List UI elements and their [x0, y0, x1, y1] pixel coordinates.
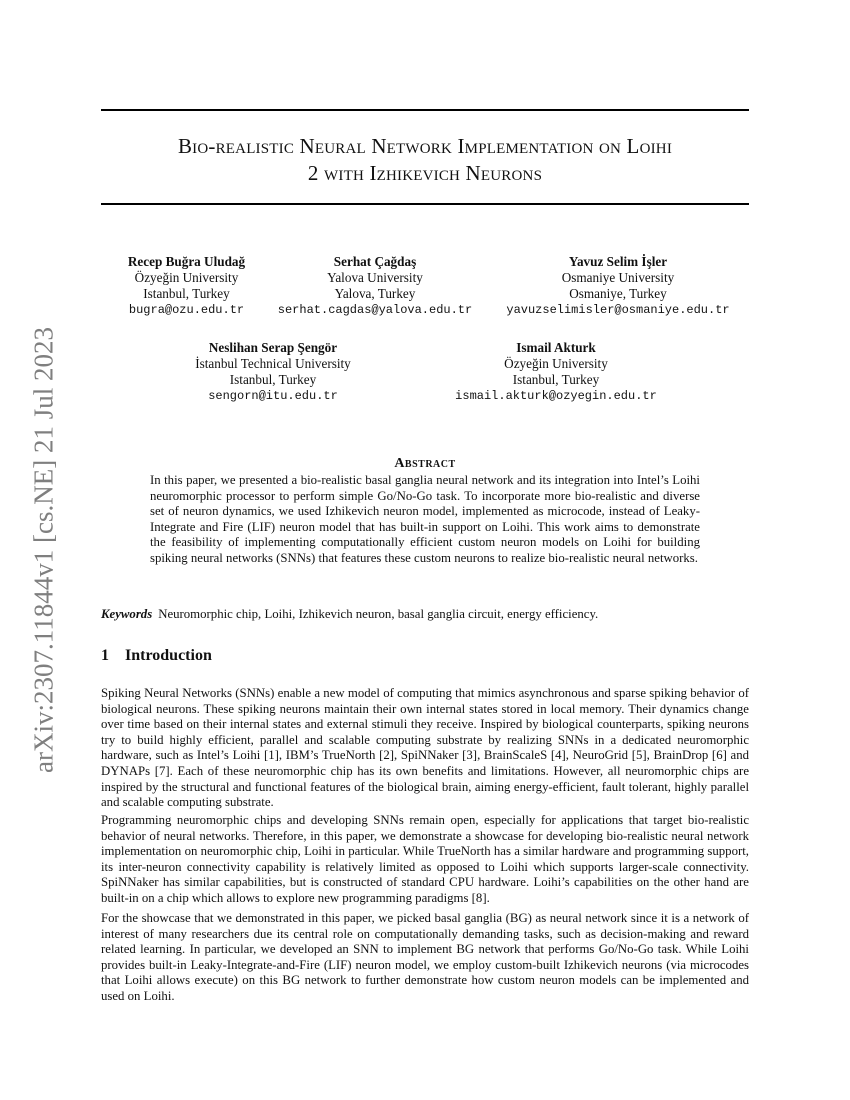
author-affiliation: Yalova University — [327, 270, 423, 285]
author-location: Istanbul, Turkey — [229, 372, 317, 387]
section-heading — [101, 647, 212, 665]
author-email[interactable]: ismail.akturk@ozyegin.edu.tr — [455, 389, 657, 403]
author-affiliation: İstanbul Technical University — [195, 356, 351, 371]
paper-title-line-1: Bio-realistic Neural Network Implementation on Loihi — [177, 134, 673, 158]
author-location: Osmaniye, Turkey — [569, 286, 667, 301]
author-name: Recep Buğra Uludağ — [127, 254, 246, 269]
author-name: Neslihan Serap Şengör — [208, 340, 338, 355]
paper-title-line-2: 2 with Izhikevich Neurons — [307, 161, 543, 185]
author-block — [178, 340, 368, 404]
section-number: 1 — [101, 647, 109, 664]
body-paragraph: For the showcase that we demonstrated in this paper, we picked basal ganglia (BG) as neural network since it is a network of interest of many researchers due its central role on computationally demanding tasks, such as decision-making and reward related learning. In particular, we developed an SNN to implement BG network that performs Go/No-Go task. While Loihi provides built-in Leaky-Integrate-and-Fire (LIF) neuron model, we employ custom-built Izhikevich neurons (via microcodes that Loihi allows execute) on this BG network to further demonstrate how custom neuron models can be implemented and used on Loihi. — [101, 911, 749, 1003]
body-paragraph: Programming neuromorphic chips and developing SNNs remain open, especially for applications that target bio-realistic behavior of neural networks. Therefore, in this paper, we demonstrate a showcase for developing bio-realistic neural network implementation on neuromorphic chip, Loihi in particular. While TrueNorth has a similar hardware and programming support, its inter-neuron connectivity capability is relatively limited as opposed to Loihi which supports larger-scale connectivity. SpiNNaker has similar capabilities, but is constructed of standard CPU hardware. Loihi’s capabilities on the other hand are built-in on a chip which allows to explore new programming paradigms [8]. — [101, 813, 749, 905]
keywords-label: Keywords — [101, 607, 153, 621]
author-affiliation: Özyeğin University — [134, 270, 239, 285]
author-location: Istanbul, Turkey — [512, 372, 600, 387]
author-name: Ismail Akturk — [516, 340, 596, 355]
author-block — [104, 254, 269, 318]
author-email[interactable]: sengorn@itu.edu.tr — [208, 389, 338, 403]
author-affiliation: Özyeğin University — [504, 356, 608, 371]
author-affiliation: Osmaniye University — [561, 270, 675, 285]
abstract-heading: Abstract — [394, 456, 456, 471]
abstract-text: In this paper, we presented a bio-realistic basal ganglia neural network and its integration into Intel’s Loihi neuromorphic processor to perform simple Go/No-Go task. To incorporate more bio-realistic and diverse set of neuron dynamics, we used Izhikevich neuron model, implemented as microcode, instead of Leaky-Integrate and Fire (LIF) neuron model that has built-in support on Loihi. This work aims to demonstrate the feasibility of implementing computationally efficient custom neuron models on Loihi for building spiking neural networks (SNNs) that features these custom neurons to realize bio-realistic neural networks. — [150, 473, 700, 565]
author-email[interactable]: bugra@ozu.edu.tr — [128, 303, 245, 317]
author-block — [266, 254, 484, 318]
arxiv-id[interactable]: arXiv:2307.11844v1 [cs.NE] 21 Jul 2023 — [28, 327, 59, 773]
keywords-text: Neuromorphic chip, Loihi, Izhikevich neuron, basal ganglia circuit, energy efficiency. — [158, 607, 599, 621]
title-rule-top — [101, 109, 749, 111]
author-block — [446, 340, 666, 404]
author-location: Istanbul, Turkey — [143, 286, 230, 301]
body-paragraph: Spiking Neural Networks (SNNs) enable a new model of computing that mimics asynchronous and sparse spiking behavior of biological neurons. These spiking neurons maintain their own internal states stored in local memory. Their dynamics change over time based on their internal states and external stimuli they receive. Inspired by biological counterparts, spiking neurons try to build highly efficient, parallel and scalable computing substrate by realizing SNNs in a dedicated neuromorphic hardware, such as Intel’s Loihi [1], IBM’s TrueNorth [2], SpiNNaker [3], BrainScaleS [4], NeuroGrid [5], BrainDrop [6] and DYNAPs [7]. Each of these neuromorphic chip has its own benefits and limitations. However, all neuromorphic chips are inspired by the structural and functional features of the biological brain, aiming energy-efficient, fault tolerant, highly parallel and scalable computing substrate. — [101, 686, 749, 810]
title-rule-bottom — [101, 203, 749, 205]
author-email[interactable]: serhat.cagdas@yalova.edu.tr — [277, 303, 473, 317]
keywords — [101, 606, 749, 622]
section-title: Introduction — [125, 647, 212, 664]
author-name: Serhat Çağdaş — [333, 254, 417, 269]
author-email[interactable]: yavuzselimisler@osmaniye.edu.tr — [506, 303, 730, 317]
author-block — [499, 254, 737, 318]
author-name: Yavuz Selim İşler — [568, 254, 668, 269]
author-location: Yalova, Turkey — [334, 286, 416, 301]
